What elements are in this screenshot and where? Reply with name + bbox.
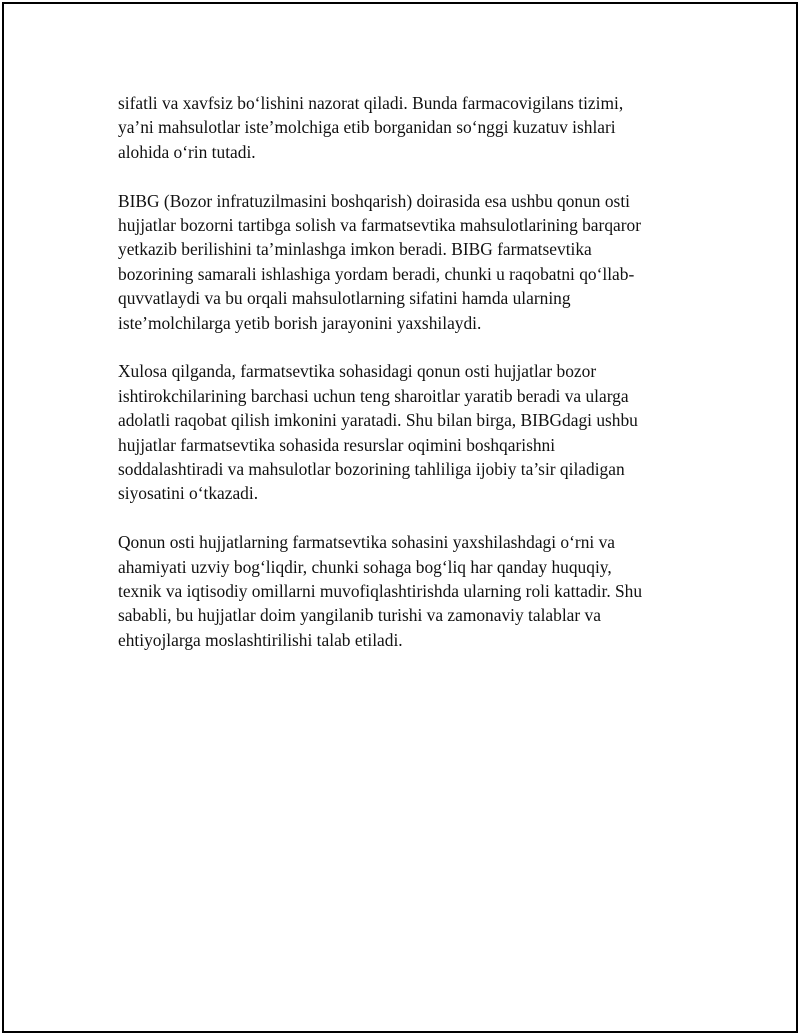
paragraph-2 xyxy=(118,189,688,335)
text-line: ehtiyojlarga moslashtirilishi talab etiladi. xyxy=(118,629,403,650)
text-line: ahamiyati uzviy bog‘liqdir, chunki sohaga bog‘liq har qanday huquqiy, xyxy=(118,556,612,577)
paragraph-4 xyxy=(118,530,688,652)
text-line: ishtirokchilarining barchasi uchun teng sharoitlar yaratib beradi va ularga xyxy=(118,385,629,406)
text-line: Qonun osti hujjatlarning farmatsevtika sohasini yaxshilashdagi o‘rni va xyxy=(118,532,615,553)
text-line: quvvatlaydi va bu orqali mahsulotlarning sifatini hamda ularning xyxy=(118,288,571,309)
document-body xyxy=(118,91,688,677)
text-line: yetkazib berilishini ta’minlashga imkon beradi. BIBG farmatsevtika xyxy=(118,239,592,260)
text-line: texnik va iqtisodiy omillarni muvofiqlashtirishda ularning roli kattadir. Shu xyxy=(118,581,643,602)
text-line: iste’molchilarga yetib borish jarayonini yaxshilaydi. xyxy=(118,312,482,333)
text-line: sababli, bu hujjatlar doim yangilanib turishi va zamonaviy talablar va xyxy=(118,605,601,626)
text-line: hujjatlar farmatsevtika sohasida resurslar oqimini boshqarishni xyxy=(118,434,556,455)
text-line: BIBG (Bozor infratuzilmasini boshqarish) doirasida esa ushbu qonun osti xyxy=(118,190,630,211)
text-line: Xulosa qilganda, farmatsevtika sohasidagi qonun osti hujjatlar bozor xyxy=(118,361,597,382)
text-line: hujjatlar bozorni tartibga solish va farmatsevtika mahsulotlarining barqaror xyxy=(118,215,642,236)
text-line: ya’ni mahsulotlar iste’molchiga etib borganidan so‘nggi kuzatuv ishlari xyxy=(118,117,616,138)
text-line: sifatli va xavfsiz bo‘lishini nazorat qiladi. Bunda farmacovigilans tizimi, xyxy=(118,93,624,113)
text-line: alohida o‘rin tutadi. xyxy=(118,141,256,162)
paragraph-1 xyxy=(118,91,688,164)
text-line: soddalashtiradi va mahsulotlar bozorining tahliliga ijobiy ta’sir qiladigan xyxy=(118,459,625,480)
text-line: siyosatini o‘tkazadi. xyxy=(118,483,259,504)
text-line: bozorining samarali ishlashiga yordam beradi, chunki u raqobatni qo‘llab- xyxy=(118,263,635,284)
paragraph-3 xyxy=(118,359,688,505)
text-line: adolatli raqobat qilish imkonini yaratadi. Shu bilan birga, BIBGdagi ushbu xyxy=(118,410,638,431)
